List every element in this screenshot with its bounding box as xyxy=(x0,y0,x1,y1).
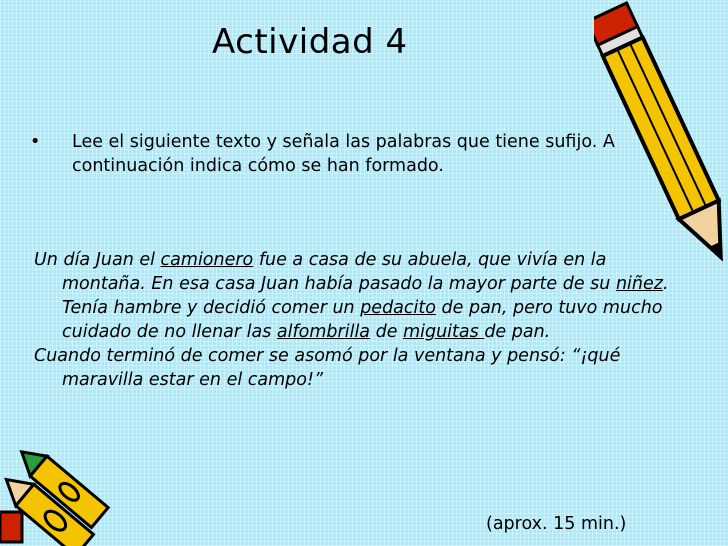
story-paragraph-2: Cuando terminó de comer se asomó por la ventana y pensó: “¡qué maravilla estar en el campo!” xyxy=(34,346,621,390)
suffix-word: niñez xyxy=(615,274,663,294)
instruction xyxy=(30,130,630,178)
suffix-word: miguitas xyxy=(403,322,485,342)
pencils-clipart-icon xyxy=(0,442,118,546)
story-segment: . Tenía hambre y decidió comer un xyxy=(62,274,669,318)
page-title: Actividad 4 xyxy=(212,22,408,62)
story-text xyxy=(34,248,674,392)
story-segment: de pan. xyxy=(484,322,551,342)
pencil-clipart-icon xyxy=(594,0,728,282)
bullet-icon: • xyxy=(30,132,41,152)
story-segment: de pan, pero tuvo mucho cuidado de no llenar las xyxy=(62,298,663,342)
suffix-word: alfombrilla xyxy=(276,322,371,342)
instruction-text: Lee el siguiente texto y señala las palabras que tiene sufijo. A continuación indica cómo se han formado. xyxy=(72,132,615,176)
suffix-word: pedacito xyxy=(360,298,436,318)
story-segment: fue a casa de su abuela, que vivía en la montaña. En esa casa Juan había pasado la mayor parte de su xyxy=(62,250,616,294)
story-paragraph-1 xyxy=(34,248,674,344)
story-segment: Un día Juan el xyxy=(34,250,161,270)
time-note: (aprox. 15 min.) xyxy=(486,514,627,534)
story-segment: de xyxy=(370,322,404,342)
suffix-word: camionero xyxy=(160,250,254,270)
